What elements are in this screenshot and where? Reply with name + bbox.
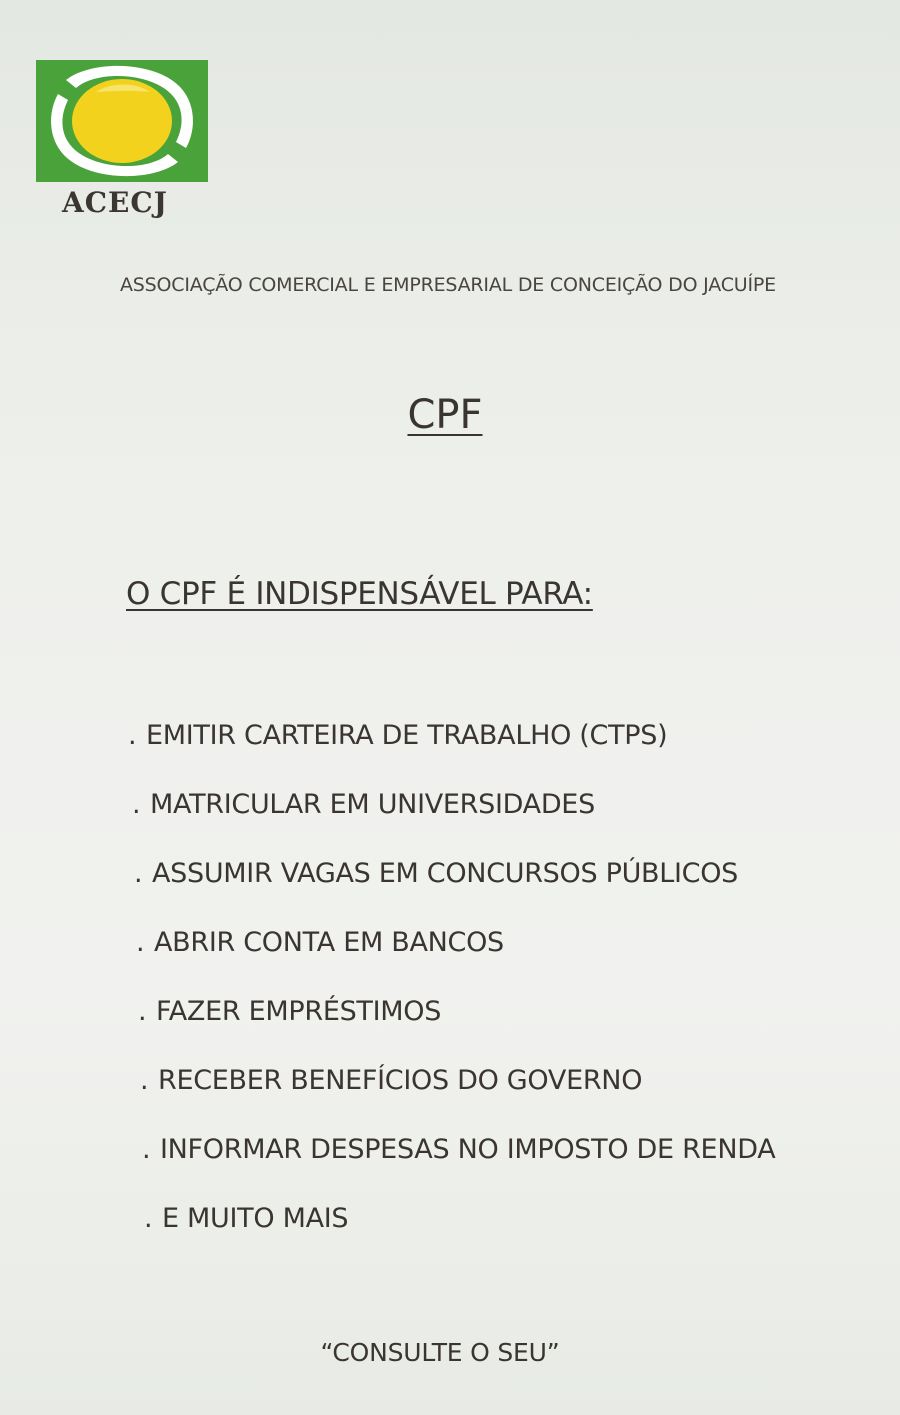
bullet: . (144, 1203, 153, 1234)
logo-text: ACECJ (62, 186, 168, 219)
list-item-text: EMITIR CARTEIRA DE TRABALHO (CTPS) (146, 720, 668, 751)
list-item-text: E MUITO MAIS (162, 1203, 349, 1234)
list-item (138, 996, 775, 1065)
list-item-text: INFORMAR DESPESAS NO IMPOSTO DE RENDA (160, 1134, 776, 1165)
list-item-text: ABRIR CONTA EM BANCOS (154, 927, 504, 958)
list-item (142, 1134, 775, 1203)
requirements-list (128, 720, 775, 1272)
bullet: . (136, 927, 145, 958)
acecj-logo-icon (36, 60, 208, 182)
bullet: . (138, 996, 147, 1027)
association-name: ASSOCIAÇÃO COMERCIAL E EMPRESARIAL DE CONCEIÇÃO DO JACUÍPE (120, 274, 776, 296)
list-item (140, 1065, 775, 1134)
list-item-text: RECEBER BENEFÍCIOS DO GOVERNO (158, 1065, 643, 1096)
bullet: . (140, 1065, 149, 1096)
list-item (128, 720, 775, 789)
list-item (134, 858, 775, 927)
list-item (132, 789, 775, 858)
page-title: CPF (407, 392, 483, 438)
subtitle: O CPF É INDISPENSÁVEL PARA: (126, 576, 593, 612)
bullet: . (132, 789, 141, 820)
list-item-text: FAZER EMPRÉSTIMOS (156, 996, 442, 1027)
bullet: . (128, 720, 137, 751)
footer-quote: “CONSULTE O SEU” (320, 1338, 560, 1367)
list-item-text: ASSUMIR VAGAS EM CONCURSOS PÚBLICOS (152, 858, 739, 889)
bullet: . (134, 858, 143, 889)
bullet: . (142, 1134, 151, 1165)
list-item-text: MATRICULAR EM UNIVERSIDADES (150, 789, 595, 820)
list-item (136, 927, 775, 996)
list-item (144, 1203, 775, 1272)
